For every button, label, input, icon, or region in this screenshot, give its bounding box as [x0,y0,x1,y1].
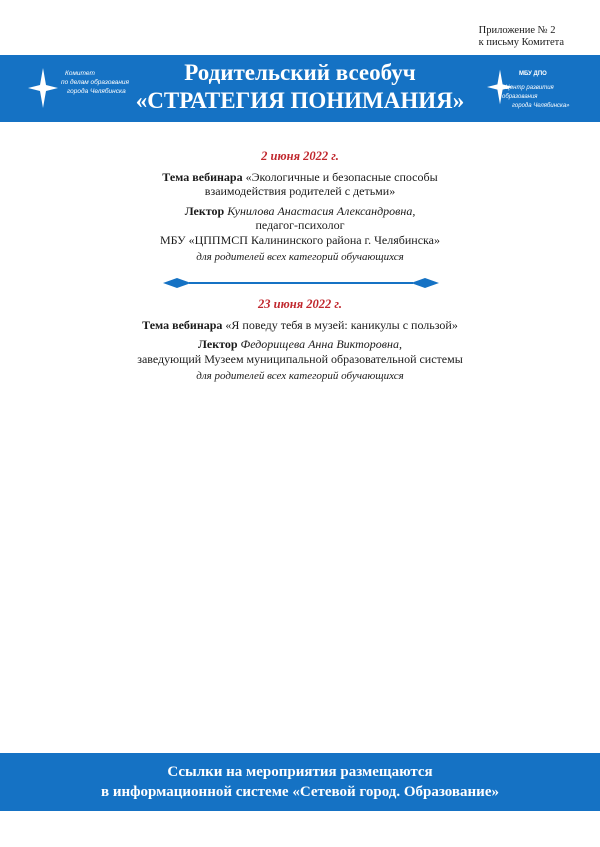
lecturer-role: педагог-психолог [255,218,345,232]
topic-label: Тема вебинара [142,317,223,332]
lecturer-label: Лектор [184,203,225,218]
title-line2: «СТРАТЕГИЯ ПОНИМАНИЯ» [135,88,465,113]
topic-line2: взаимодействия родителей с детьми» [204,184,396,198]
event-topic [0,318,600,333]
lecturer-name: Федорищева Анна Викторовна, [240,337,402,351]
lecturer-label: Лектор [198,337,238,351]
appendix-note [479,25,564,49]
center-logo-line2: города Челябинска» [512,103,570,109]
lecturer-role: заведующий Музеем муниципальной образовательной системы [137,351,463,366]
event-block-1 [0,149,600,265]
event-lecturer [0,337,600,352]
event-lecturer [0,204,600,219]
center-logo-line1: «Центр развития образования [502,85,554,100]
title-line1: Родительский всеобуч [184,60,416,85]
committee-logo-line1: Комитет [65,70,95,77]
event-topic [0,170,600,185]
event-block-2 [0,297,600,384]
committee-logo-line2: по делам образования [61,79,129,86]
appendix-line1: Приложение № 2 [478,25,556,36]
appendix-line2: к письму Комитета [478,37,564,48]
divider-line [163,277,439,289]
center-logo [487,60,582,116]
topic-label: Тема вебинара [162,169,243,184]
header-banner [0,55,600,122]
lecturer-name: Кунилова Анастасия Александровна, [227,203,416,218]
center-logo-abbr: МБУ ДПО [519,71,547,77]
topic-line1: «Экологичные и безопасные способы [245,169,438,184]
event-date: 2 июня 2022 г. [261,149,339,163]
event-date: 23 июня 2022 г. [258,297,342,311]
committee-logo-line3: города Челябинска [67,88,126,95]
audience: для родителей всех категорий обучающихся [196,370,404,382]
footer-line2: в информационной системе «Сетевой город. Образование» [101,784,499,800]
lecturer-org: МБУ «ЦППМСП Калининского района г. Челябинска» [159,232,441,247]
audience: для родителей всех категорий обучающихся [196,251,404,263]
topic-line1: «Я поведу тебя в музей: каникулы с пользой» [225,317,458,332]
footer-banner [0,753,600,811]
footer-line1: Ссылки на мероприятия размещаются [167,764,433,780]
